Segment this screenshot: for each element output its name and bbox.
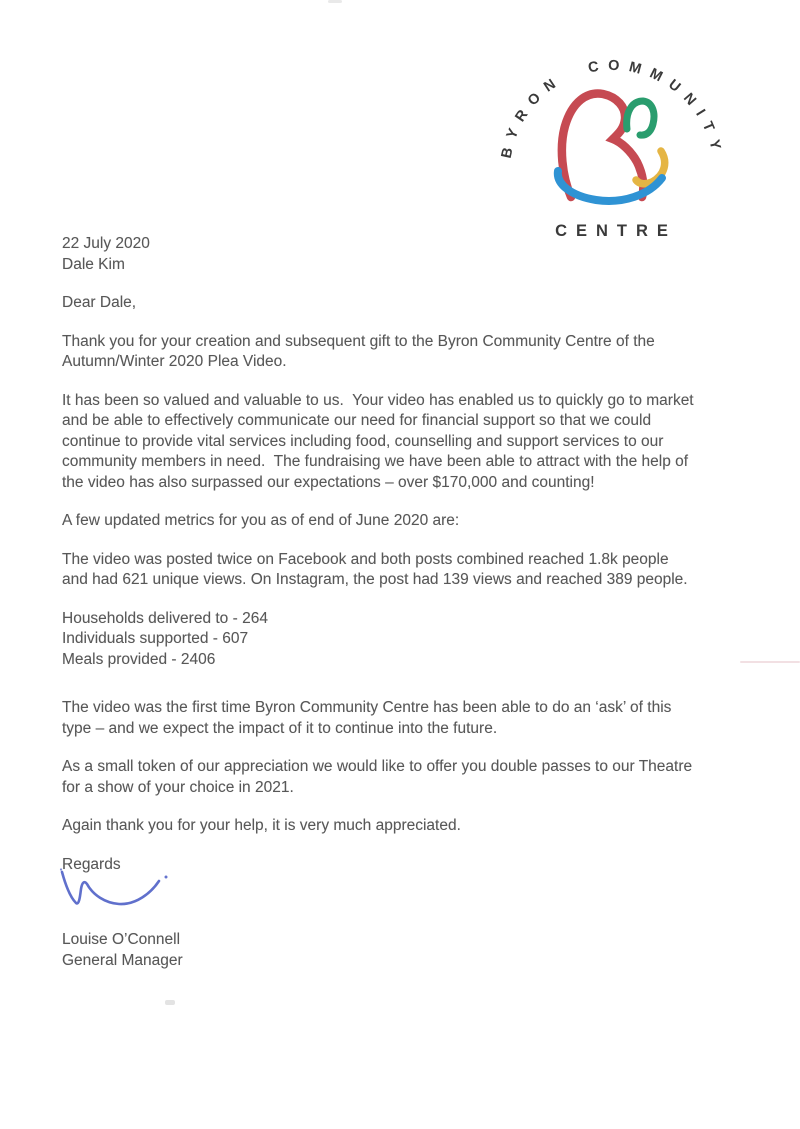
logo-arc-text: BYRON COMMUNITY — [498, 57, 726, 160]
logo-bottom-text: CENTRE — [555, 222, 677, 240]
letter-recipient: Dale Kim — [62, 255, 125, 273]
signer-name: Louise O’Connell — [62, 931, 181, 948]
paragraph-social-stats: The video was posted twice on Facebook and both posts combined reached 1.8k people and had 621 unique views. On Instagram, the post had 139 views and reached 389 people. — [62, 550, 688, 588]
signer-block — [62, 930, 772, 971]
paragraph-thanks: Again thank you for your help, it is very much appreciated. — [62, 817, 461, 834]
scan-artifact-smudge-top — [328, 0, 342, 3]
salutation: Dear Dale, — [62, 294, 137, 311]
metrics-list — [62, 609, 772, 671]
letter-body — [62, 234, 772, 971]
signer-title: General Manager — [62, 951, 183, 969]
metric-individuals: Individuals supported - 607 — [62, 630, 249, 647]
letter-date: 22 July 2020 — [62, 235, 150, 252]
logo-svg — [480, 40, 740, 250]
scan-artifact-pink-line — [740, 661, 800, 663]
scan-artifact-smudge — [165, 1000, 175, 1005]
paragraph-theatre-offer: As a small token of our appreciation we would like to offer you double passes to our Theatre for a show of your choice in 2021. — [62, 758, 693, 796]
paragraph-valued: It has been so valued and valuable to us. Your video has enabled us to quickly go to market and be able to effectively communicate our need for financial support so that we could continue to provide vital services including food, counselling and support services to our community members in need. The fundraising we have been able to attract with the help of the video has also surpassed our expectations – over $170,000 and counting! — [62, 391, 694, 491]
paragraph-metrics-intro: A few updated metrics for you as of end of June 2020 are: — [62, 512, 460, 529]
handwritten-signature — [54, 858, 180, 908]
paragraph-first-ask: The video was the first time Byron Community Centre has been able to do an ‘ask’ of this type – and we expect the impact of it to continue into the future. — [62, 699, 672, 737]
byron-community-centre-logo — [480, 40, 740, 250]
metric-households: Households delivered to - 264 — [62, 609, 268, 627]
closing: Regards — [62, 855, 121, 873]
paragraph-gift: Thank you for your creation and subsequent gift to the Byron Community Centre of the Autumn/Winter 2020 Plea Video. — [62, 332, 655, 370]
logo-green-stroke — [627, 101, 654, 135]
metric-meals: Meals provided - 2406 — [62, 650, 216, 668]
